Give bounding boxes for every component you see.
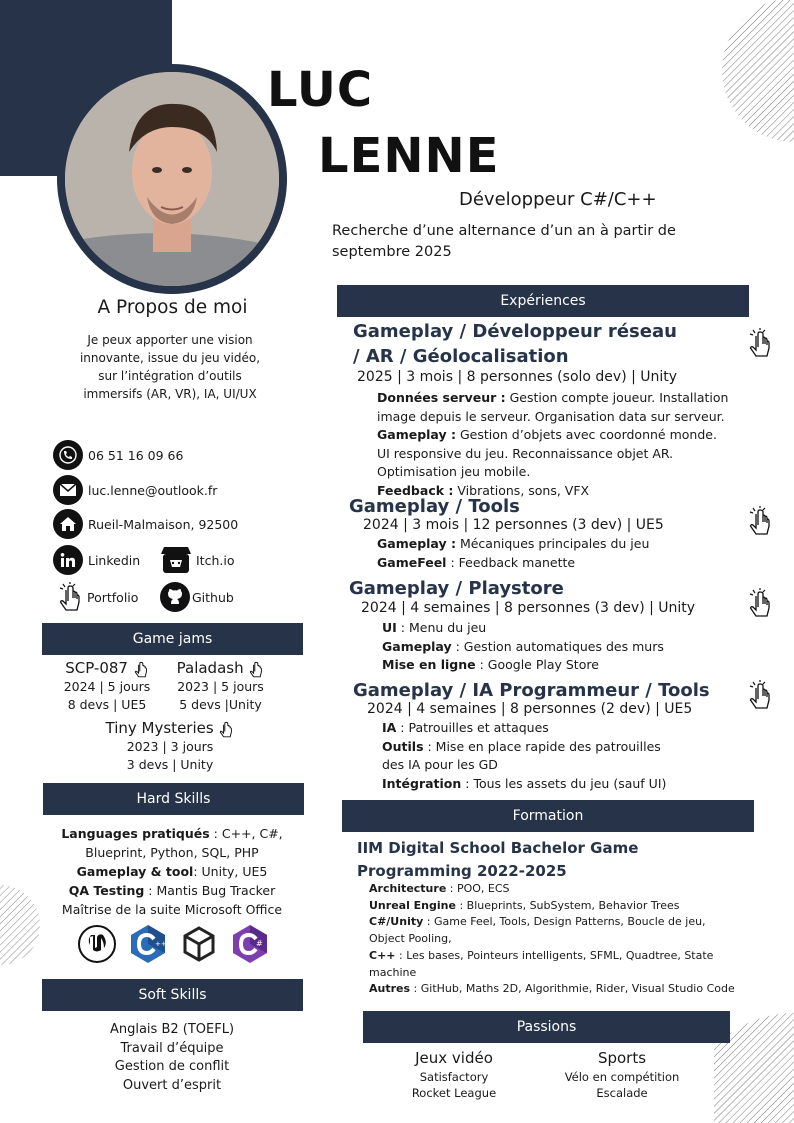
formation-title: IIM Digital School Bachelor Game Programming 2022-2025 bbox=[357, 839, 639, 880]
hard-skills-heading: Hard Skills bbox=[43, 783, 304, 815]
pointer-hand-icon bbox=[57, 582, 85, 612]
top-right-stripes-decoration bbox=[712, 0, 794, 150]
github-icon bbox=[160, 582, 190, 612]
contact-github[interactable] bbox=[160, 582, 234, 612]
pointer-hand-icon[interactable] bbox=[747, 328, 773, 358]
hard-skill-line: QA Testing : Mantis Bug Tracker bbox=[68, 883, 276, 898]
experience-meta: 2024 | 4 semaines | 8 personnes (3 dev) | Unity bbox=[361, 600, 696, 616]
profile-photo bbox=[65, 72, 279, 286]
linkedin-icon bbox=[53, 545, 83, 575]
email-address[interactable]: luc.lenne@outlook.fr bbox=[88, 482, 218, 498]
hard-skill-line: Maîtrise de la suite Microsoft Office bbox=[61, 902, 283, 917]
game-jam-paladash bbox=[163, 659, 278, 714]
phone-icon bbox=[53, 440, 83, 470]
experience-details: UI : Menu du jeu Gameplay : Gestion automatiques des murs Mise en ligne : Google Play Store bbox=[382, 620, 664, 672]
experience-title: Gameplay / IA Programmeur / Tools bbox=[353, 680, 710, 701]
game-jam-scp087 bbox=[52, 659, 162, 714]
unity-logo bbox=[179, 924, 219, 964]
soft-skill-item: Travail d’équipe bbox=[120, 1040, 224, 1056]
phone-number[interactable]: 06 51 16 09 66 bbox=[88, 447, 184, 463]
hard-skill-line: Languages pratiqués : C++, C#, bbox=[61, 826, 283, 841]
soft-skill-item: Anglais B2 (TOEFL) bbox=[109, 1022, 235, 1037]
experience-title-line2: / AR / Géolocalisation bbox=[353, 346, 569, 367]
experience-title: Gameplay / Playstore bbox=[349, 578, 564, 599]
experience-details: IA : Patrouilles et attaques Outils : Mise en place rapide des patrouilles des IA pour les GD Intégration : Tous les assets du jeu (sauf UI) bbox=[382, 720, 667, 791]
pointer-hand-icon[interactable] bbox=[218, 720, 234, 738]
experience-meta: 2024 | 3 mois | 12 personnes (3 dev) | UE5 bbox=[363, 517, 664, 533]
experience-title: Gameplay / Développeur réseau bbox=[353, 321, 677, 342]
first-name: LUC bbox=[267, 62, 374, 118]
about-text: Je peux apporter une vision innovante, issue du jeu vidéo, sur l’intégration d’outils immersifs (AR, VR), IA, UI/UX bbox=[79, 333, 261, 401]
soft-skill-item: Gestion de conflit bbox=[114, 1059, 230, 1074]
passions-heading: Passions bbox=[363, 1011, 730, 1043]
pointer-hand-icon[interactable] bbox=[747, 506, 773, 536]
svg-text:#: # bbox=[256, 939, 263, 948]
last-name: LENNE bbox=[318, 128, 500, 184]
cpp-logo bbox=[128, 924, 168, 964]
passion-sports: Sports Vélo en compétition Escalade bbox=[564, 1049, 680, 1100]
portfolio-link[interactable]: Portfolio bbox=[87, 589, 139, 605]
github-link[interactable]: Github bbox=[192, 589, 234, 605]
unreal-engine-logo bbox=[77, 924, 117, 964]
hard-skill-line: Gameplay & tool: Unity, UE5 bbox=[76, 864, 268, 879]
game-jams-heading: Game jams bbox=[42, 623, 303, 655]
contact-itchio[interactable] bbox=[160, 545, 234, 575]
itchio-link[interactable]: Itch.io bbox=[196, 552, 235, 568]
jam-title: SCP-087 bbox=[65, 659, 128, 677]
linkedin-link[interactable]: Linkedin bbox=[88, 552, 141, 568]
csharp-logo bbox=[230, 924, 270, 964]
about-heading: A Propos de moi bbox=[97, 297, 248, 318]
pointer-hand-icon[interactable] bbox=[248, 660, 264, 678]
profile-photo-frame bbox=[57, 64, 287, 294]
mail-icon bbox=[53, 475, 83, 505]
jam-title: Paladash bbox=[176, 659, 244, 677]
hard-skills-list bbox=[42, 824, 302, 919]
left-stripes-decoration bbox=[0, 860, 40, 990]
itchio-icon bbox=[160, 545, 192, 575]
svg-text:++: ++ bbox=[155, 940, 167, 948]
experience-details: Données serveur : Gestion compte joueur. Installation image depuis le serveur. Organisation data sur serveur. Gameplay : Gestion d’objets avec coordonné monde. UI responsive du jeu. Reconnaissance objet AR. Optimisation jeu mobile. Feedback : Vibrations, sons, VFX bbox=[377, 390, 729, 498]
job-title: Développeur C#/C++ bbox=[459, 189, 657, 210]
tech-logos bbox=[77, 924, 270, 964]
contact-address bbox=[53, 509, 238, 539]
pointer-hand-icon[interactable] bbox=[747, 680, 773, 710]
jam-line1: 2023 | 3 jours bbox=[126, 738, 214, 754]
soft-skills-heading: Soft Skills bbox=[42, 979, 303, 1011]
jam-line2: 5 devs |Unity bbox=[179, 696, 262, 712]
game-jam-tiny-mysteries bbox=[90, 719, 250, 774]
jam-line2: 8 devs | UE5 bbox=[67, 696, 147, 712]
experience-title: Gameplay / Tools bbox=[349, 496, 520, 517]
address: Rueil-Malmaison, 92500 bbox=[88, 516, 239, 532]
experience-meta: 2024 | 4 semaines | 8 personnes (2 dev) | UE5 bbox=[367, 701, 693, 717]
hard-skill-line: Blueprint, Python, SQL, PHP bbox=[85, 845, 259, 860]
pointer-hand-icon[interactable] bbox=[747, 588, 773, 618]
soft-skills-list bbox=[42, 1021, 302, 1095]
soft-skill-item: Ouvert d’esprit bbox=[122, 1077, 222, 1093]
contact-portfolio[interactable] bbox=[57, 582, 138, 612]
home-icon bbox=[53, 509, 83, 539]
jam-line1: 2024 | 5 jours bbox=[63, 678, 151, 694]
passion-video-games: Jeux vidéo Satisfactory Rocket League bbox=[411, 1049, 497, 1100]
formation-details: Architecture : POO, ECS Unreal Engine : Blueprints, SubSystem, Behavior Trees C#/Unity : Game Feel, Tools, Design Patterns, Boucle de jeu, Object Pooling, C++ : Les bases, Pointeurs intelligents, SFML, Quadtree, State machine Autres : GitHub, Maths 2D, Algorithmie, Rider, Visual Studio Code bbox=[369, 882, 735, 996]
tagline: Recherche d’une alternance d’un an à partir de septembre 2025 bbox=[332, 223, 676, 260]
contact-linkedin[interactable] bbox=[53, 545, 140, 575]
experiences-heading: Expériences bbox=[337, 285, 749, 317]
contact-email bbox=[53, 475, 217, 505]
jam-line2: 3 devs | Unity bbox=[126, 756, 214, 772]
contact-phone bbox=[53, 440, 183, 470]
experience-meta: 2025 | 3 mois | 8 personnes (solo dev) | Unity bbox=[357, 369, 678, 385]
jam-title: Tiny Mysteries bbox=[105, 719, 214, 737]
jam-line1: 2023 | 5 jours bbox=[177, 678, 264, 694]
pointer-hand-icon[interactable] bbox=[133, 660, 149, 678]
experience-details: Gameplay : Mécaniques principales du jeu GameFeel : Feedback manette bbox=[377, 536, 650, 570]
formation-heading: Formation bbox=[342, 800, 754, 832]
